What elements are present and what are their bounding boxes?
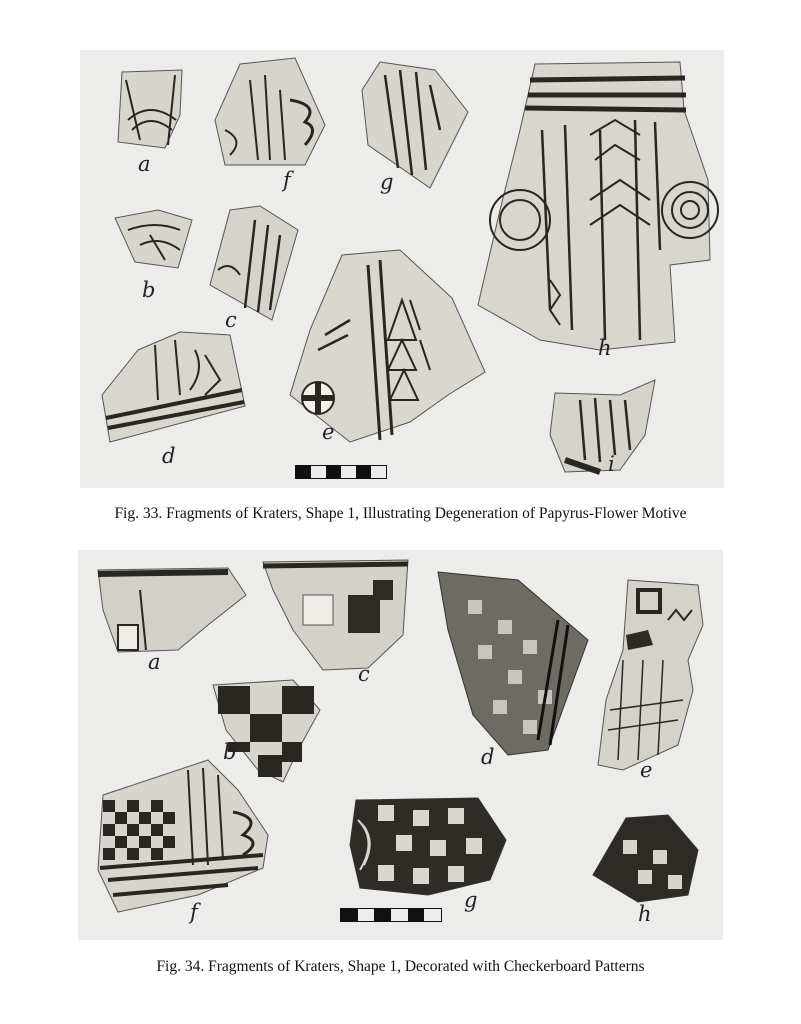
figure-33-photo <box>80 50 724 488</box>
figure-34-photo <box>78 550 723 940</box>
scale-bar <box>295 465 387 479</box>
figure-34-caption: Fig. 34. Fragments of Kraters, Shape 1, Decorated with Checkerboard Patterns <box>156 958 645 975</box>
label-33d: d <box>162 444 176 468</box>
sherd-34h <box>593 815 698 902</box>
sherd-33h <box>478 62 718 350</box>
sherd-34d <box>438 572 588 755</box>
sherd-34f <box>98 760 268 912</box>
label-34f: f <box>190 900 198 924</box>
label-33h: h <box>598 336 612 360</box>
label-33i: i <box>608 452 615 476</box>
label-34g: g <box>464 888 478 912</box>
label-34c: c <box>358 662 370 686</box>
label-33e: e <box>322 420 335 444</box>
figure-33-caption: Fig. 33. Fragments of Kraters, Shape 1, Illustrating Degeneration of Papyrus-Flower Motive <box>114 505 687 522</box>
label-34b: b <box>223 740 237 764</box>
label-34d: d <box>481 745 495 769</box>
sherd-34c <box>263 560 408 670</box>
sherd-33a <box>118 70 182 148</box>
label-33g: g <box>380 170 394 194</box>
figure-33-sherds <box>80 50 724 488</box>
label-33f: f <box>283 168 291 192</box>
label-34a: a <box>148 650 161 674</box>
label-34h: h <box>638 902 652 926</box>
label-33a: a <box>138 152 151 176</box>
sherd-34g <box>350 798 506 895</box>
label-34e: e <box>640 758 653 782</box>
figure-34-sherds <box>78 550 723 940</box>
sherd-33i <box>550 380 655 472</box>
sherd-33d <box>102 332 245 442</box>
sherd-34b <box>213 680 320 782</box>
sherd-33e <box>290 250 485 442</box>
label-33c: c <box>225 308 237 332</box>
sherd-33f <box>215 58 325 165</box>
label-33b: b <box>142 278 156 302</box>
sherd-34e <box>598 580 703 770</box>
scale-bar <box>340 908 442 922</box>
sherd-33b <box>115 210 192 268</box>
sherd-34a <box>98 568 246 652</box>
sherd-33g <box>362 62 468 188</box>
sherd-33c <box>210 206 298 320</box>
